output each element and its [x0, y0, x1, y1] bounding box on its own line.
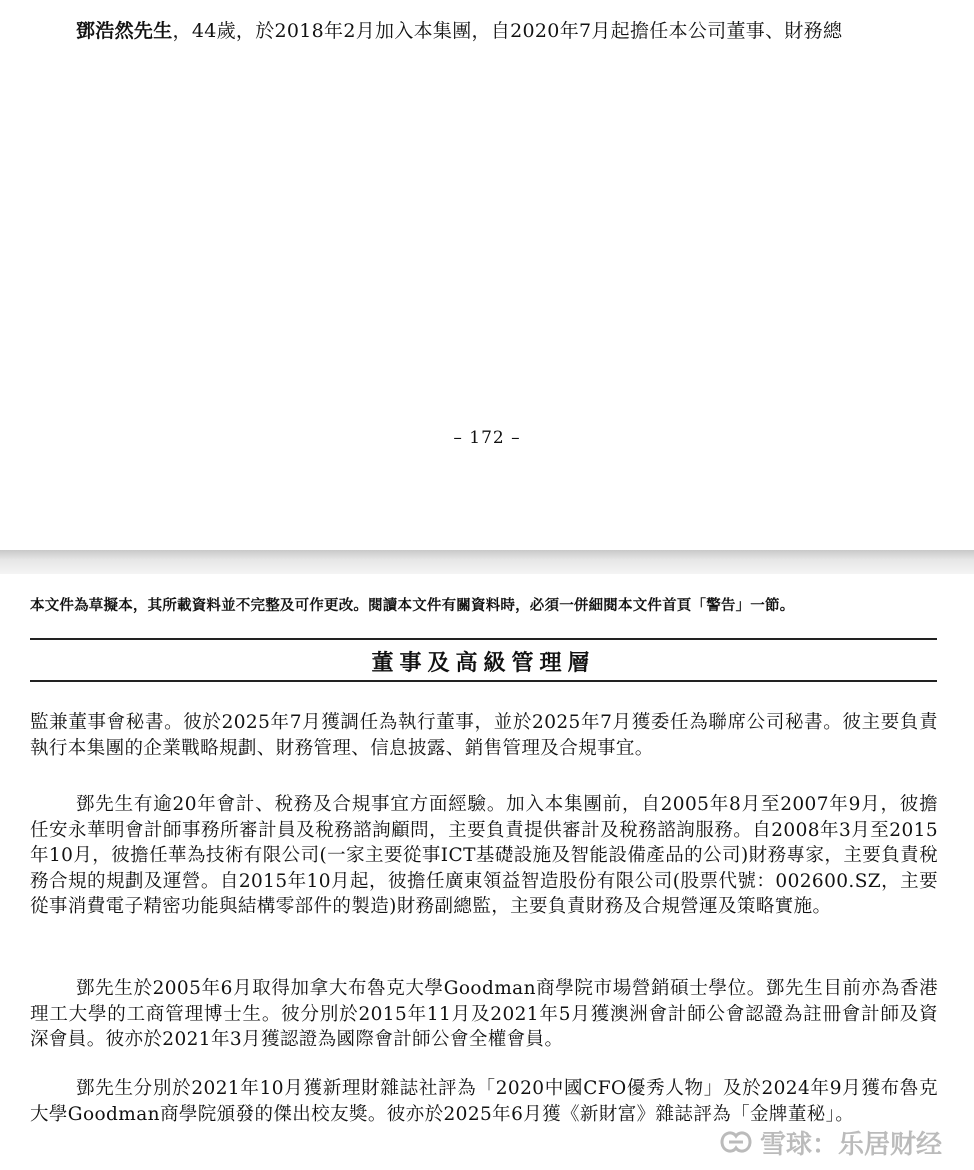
- page-173: [0, 574, 974, 1170]
- paragraph-3: [30, 976, 938, 1053]
- section-title: 董事及高級管理層: [371, 650, 596, 676]
- watermark-text: 雪球：乐居财经: [760, 1129, 943, 1160]
- paragraph-text: 鄧先生於2005年6月取得加拿大布魯克大學Goodman商學院市場營銷碩士學位。鄧先生目前亦為香港理工大學的工商管理博士生。彼分別於2015年11月及2021年5月獲澳洲會計師公會認證為註冊會計師及資深會員。彼亦於2021年3月獲認證為國際會計師公會全權會員。: [30, 978, 938, 1050]
- paragraph-4: [30, 1076, 938, 1127]
- paragraph-text: 鄧先生有逾20年會計、稅務及合規事宜方面經驗。加入本集團前，自2005年8月至2007年9月，彼擔任安永華明會計師事務所審計員及稅務諮詢顧問，主要負責提供審計及稅務諮詢服務。自2008年3月至2015年10月，彼擔任華為技術有限公司(一家主要從事ICT基礎設施及智能設備產品的公司)財務專家，主要負責稅務合規的規劃及運營。自2015年10月起，彼擔任廣東領益智造股份有限公司(股票代號：002600.SZ，主要從事消費電子精密功能與結構零部件的製造)財務副總監，主要負責財務及合規營運及策略實施。: [30, 794, 938, 917]
- title-rule-bottom: [30, 680, 937, 682]
- page-number: – 172 –: [453, 428, 521, 448]
- paragraph-2: [30, 792, 938, 920]
- page-172: [0, 0, 974, 550]
- paragraph-text: 鄧先生分別於2021年10月獲新理財雜誌社評為「2020中國CFO優秀人物」及於2024年9月獲布魯克大學Goodman商學院頒發的傑出校友獎。彼亦於2025年6月獲《新財富》雜誌評為「金牌董秘」。: [30, 1078, 938, 1125]
- person-name: 鄧浩然先生: [76, 20, 173, 42]
- title-rule-top: [30, 638, 937, 640]
- top-line-continuation: ，44歲，於2018年2月加入本集團，自2020年7月起擔任本公司董事、財務總: [172, 20, 843, 42]
- snowball-logo-icon: [718, 1127, 754, 1157]
- draft-notice: 本文件為草擬本，其所載資料並不完整及可作更改。閱讀本文件有關資料時，必須一併細閱本文件首頁「警告」一節。: [30, 597, 795, 614]
- watermark: [718, 1122, 968, 1162]
- paragraph-1: [30, 710, 938, 761]
- paragraph-text: 監兼董事會秘書。彼於2025年7月獲調任為執行董事，並於2025年7月獲委任為聯席公司秘書。彼主要負責執行本集團的企業戰略規劃、財務管理、信息披露、銷售管理及合規事宜。: [30, 712, 938, 759]
- top-text-line: [76, 18, 946, 44]
- page-separator: [0, 550, 974, 574]
